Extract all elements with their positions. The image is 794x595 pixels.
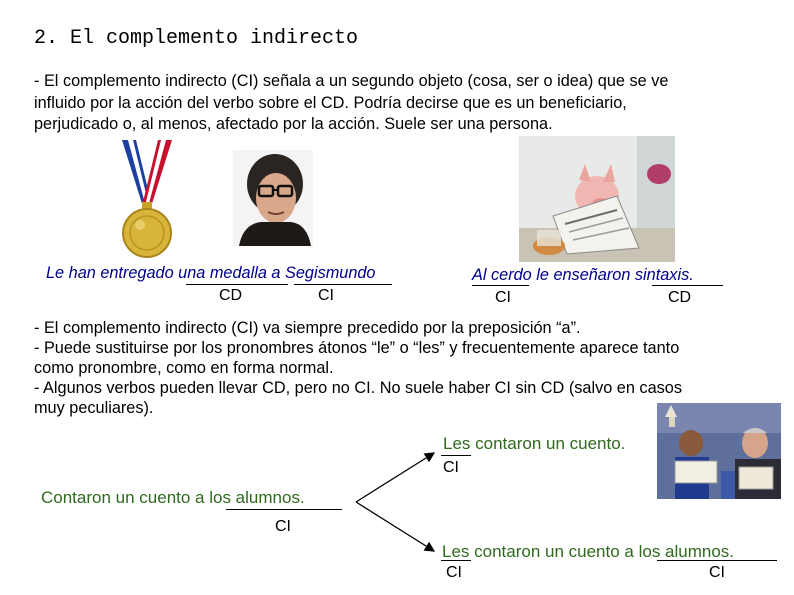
classroom-photo: [657, 403, 781, 499]
medal-image: [118, 140, 176, 258]
portrait-image: [233, 150, 313, 246]
example-1-cd-label: CD: [219, 287, 243, 304]
rule-line: como pronombre, como en forma normal.: [34, 359, 334, 377]
example-2-cd-label: CD: [668, 289, 692, 306]
tree-top-sentence: Les contaron un cuento.: [443, 434, 626, 453]
tree-source-sentence: Contaron un cuento a los alumnos.: [41, 488, 305, 507]
example-2-ci-label: CI: [495, 289, 511, 306]
intro-line: - El complemento indirecto (CI) señala a un segundo objeto (cosa, ser o idea) que se ve: [34, 72, 669, 90]
tree-top-ci-label: CI: [443, 459, 459, 476]
tree-bottom-sentence: Les contaron un cuento a los alumnos.: [442, 542, 735, 561]
pig-newspaper-image: [519, 136, 675, 262]
tree-bottom-ci-label-1: CI: [446, 564, 462, 581]
rule-line: - Puede sustituirse por los pronombres átonos “le” o “les” y frecuentemente aparece tanto: [34, 339, 680, 357]
tree-source-ci-label: CI: [275, 518, 291, 535]
example-sentence-1: Le han entregado una medalla a Segismundo: [46, 264, 376, 282]
rule-line: - El complemento indirecto (CI) va siempre precedido por la preposición “a”.: [34, 319, 581, 337]
rule-line: - Algunos verbos pueden llevar CD, pero no CI. No suele haber CI sin CD (salvo en casos: [34, 379, 682, 397]
rule-line: muy peculiares).: [34, 399, 154, 417]
intro-line: perjudicado o, al menos, afectado por la acción. Suele ser una persona.: [34, 115, 553, 133]
intro-line: influido por la acción del verbo sobre el CD. Podría decirse que es un beneficiario,: [34, 94, 627, 112]
example-1-ci-label: CI: [318, 287, 334, 304]
derivation-arrows: [350, 440, 450, 566]
slide-title: 2. El complemento indirecto: [34, 27, 359, 50]
tree-bottom-ci-label-2: CI: [709, 564, 725, 581]
example-sentence-2: Al cerdo le enseñaron sintaxis.: [472, 266, 694, 284]
